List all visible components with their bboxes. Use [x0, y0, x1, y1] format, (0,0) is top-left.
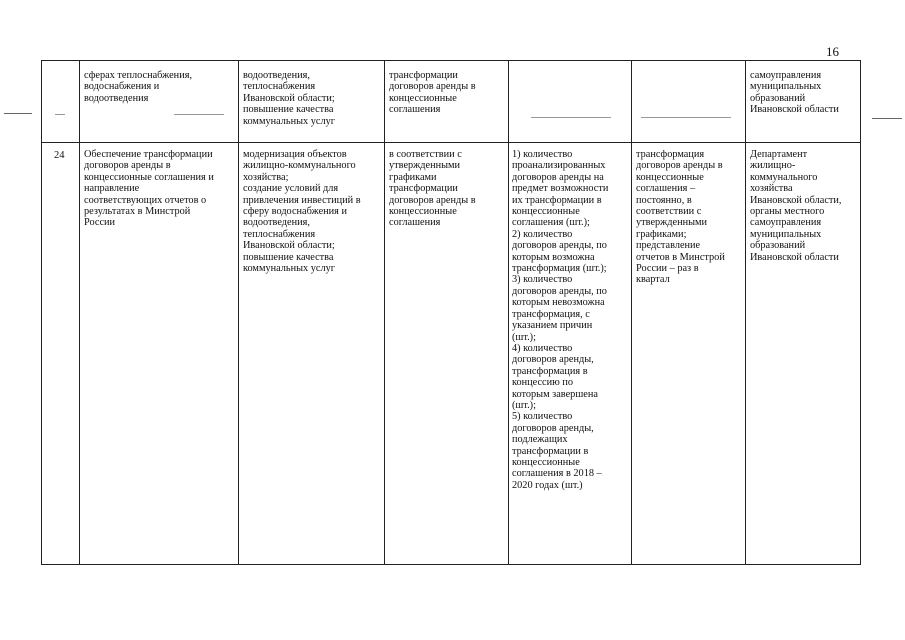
right-margin-mark — [872, 118, 902, 119]
faint-rule — [55, 114, 65, 115]
measure-cell: Обеспечение трансформации договоров аренды в концессионные соглашения и направление соответствующих отчетов о результатах в Минстрой России — [84, 149, 214, 229]
faint-rule — [174, 114, 224, 115]
page-number: 16 — [826, 44, 839, 59]
row-number: 24 — [54, 150, 65, 161]
responsible-cell: Департамент жилищно- коммунального хозяйства Ивановской области, органы местного самоуправления муниципальных образований Ивановской области — [750, 149, 842, 263]
continuation-cell-col7: самоуправления муниципальных образований Ивановской области — [750, 70, 839, 116]
column-divider-3 — [384, 60, 385, 565]
table-border-left — [41, 60, 42, 565]
table-border-bottom — [41, 564, 861, 565]
table-border-right — [860, 60, 861, 565]
column-divider-5 — [631, 60, 632, 565]
deadline-cell: в соответствии с утвержденными графиками трансформации договоров аренды в концессионные соглашения — [389, 149, 476, 229]
column-divider-1 — [79, 60, 80, 565]
goal-cell: модернизация объектов жилищно-коммунального хозяйства; создание условий для привлечения инвестиций в сферу водоснабжения и водоотведения, теплоснабжения Ивановской области; повышение качества коммунальных услуг — [243, 149, 361, 275]
faint-rule — [531, 117, 611, 118]
faint-rule — [641, 117, 731, 118]
row-divider — [41, 142, 861, 143]
left-margin-mark — [4, 113, 32, 114]
continuation-cell-col2: сферах теплоснабжения, водоснабжения и водоотведения — [84, 70, 193, 104]
indicators-cell: 1) количество проанализированных договоров аренды на предмет возможности их трансформации в концессионные соглашения (шт.); 2) количество договоров аренды, по которым возможна трансформация (шт.); 3) количество договоров аренды, по которым невозможна трансформация, с указанием причин (шт.); 4) количество договоров аренды, трансформация в концессию по которым завершена (шт.); 5) количество договоров аренды, подлежащих трансформации в концессионные соглашения в 2018 – 2020 годах (шт.) — [512, 149, 609, 491]
column-divider-2 — [238, 60, 239, 565]
column-divider-4 — [508, 60, 509, 565]
column-divider-6 — [745, 60, 746, 565]
document-table — [41, 60, 861, 565]
continuation-cell-col4: трансформации договоров аренды в концессионные соглашения — [389, 70, 476, 116]
table-border-top — [41, 60, 861, 61]
result-cell: трансформация договоров аренды в концессионные соглашения – постоянно, в соответствии с утвержденными графиками; представление отчетов в Минстрой России – раз в квартал — [636, 149, 725, 286]
continuation-cell-col3: водоотведения, теплоснабжения Ивановской области; повышение качества коммунальных услуг — [243, 70, 335, 127]
